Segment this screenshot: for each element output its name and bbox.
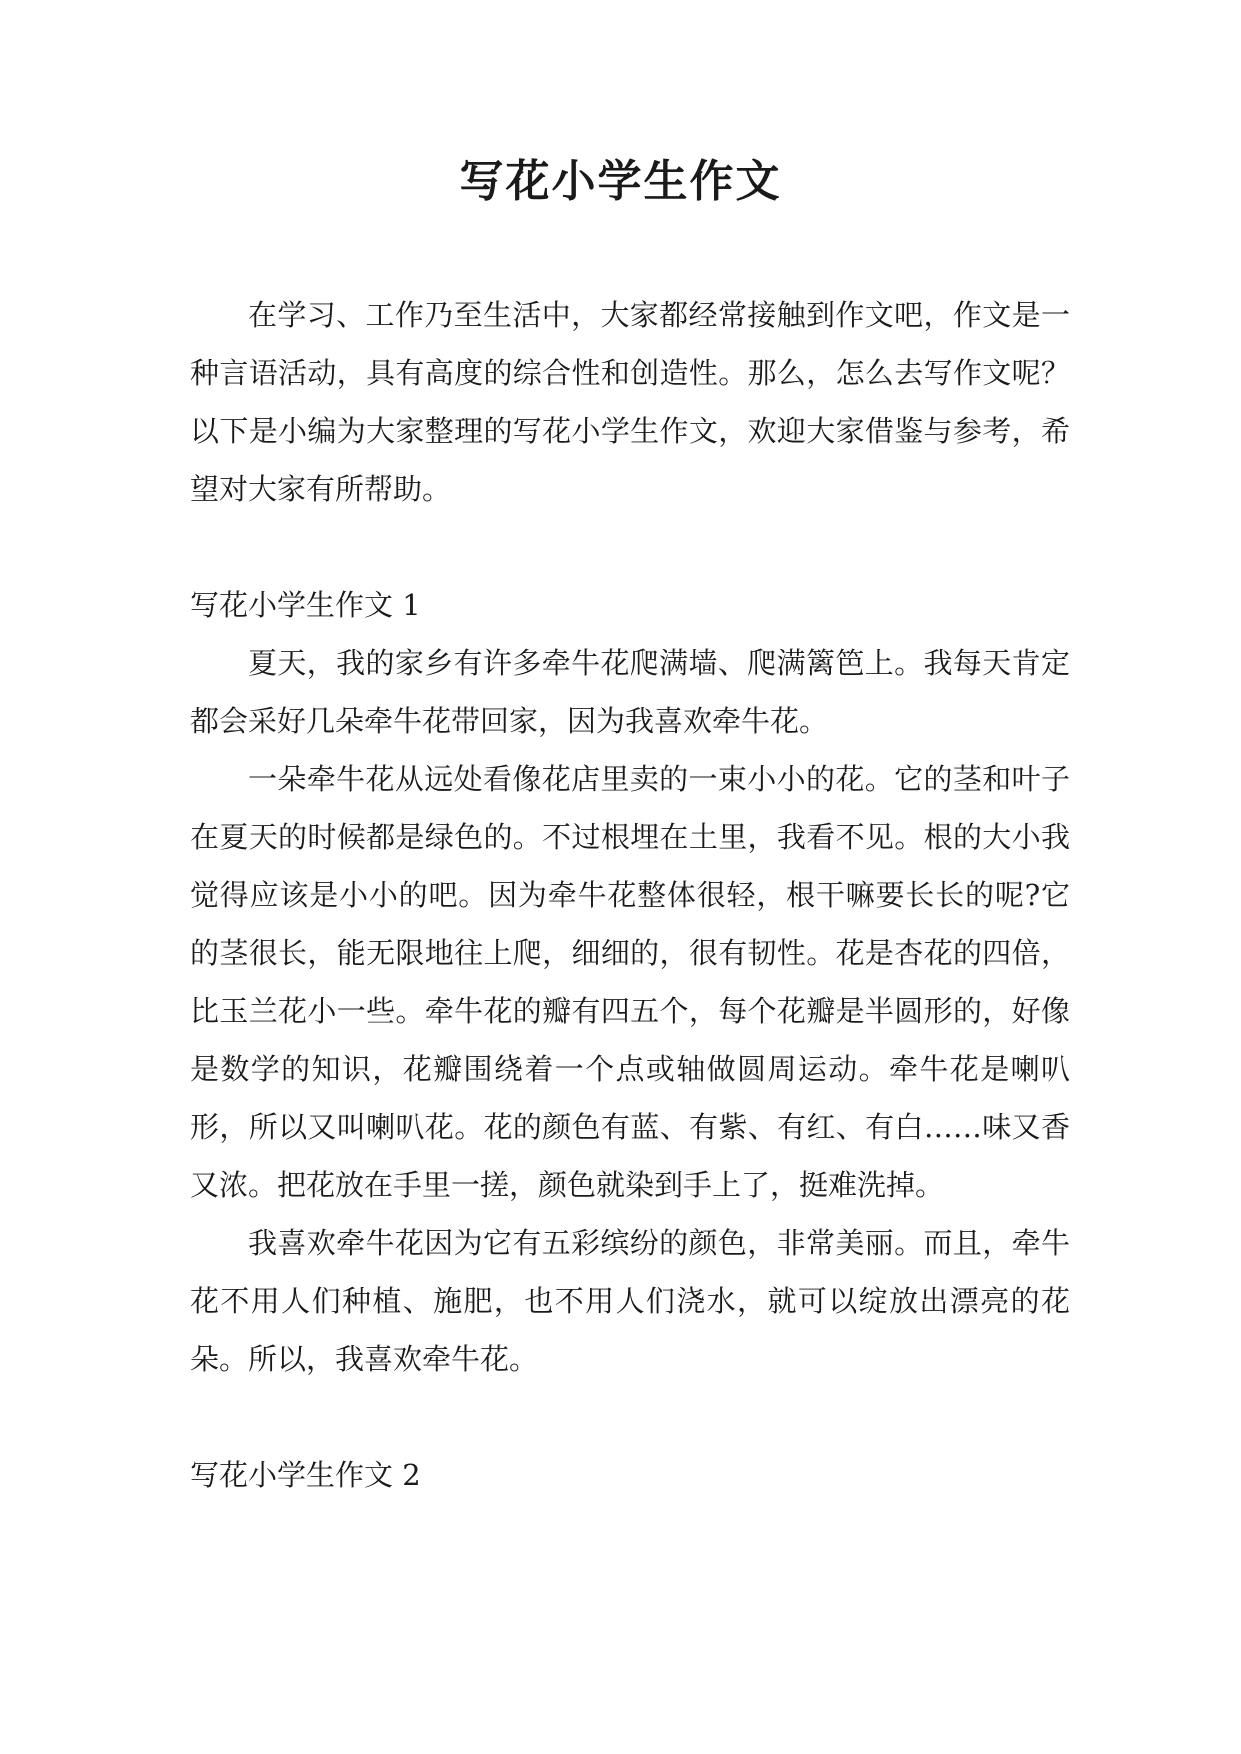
section-2 (190, 1446, 1070, 1504)
section-paragraph: 一朵牵牛花从远处看像花店里卖的一束小小的花。它的茎和叶子在夏天的时候都是绿色的。不过根埋在土里，我看不见。根的大小我觉得应该是小小的吧。因为牵牛花整体很轻，根干嘛要长长的呢?它的茎很长，能无限地往上爬，细细的，很有韧性。花是杏花的四倍，比玉兰花小一些。牵牛花的瓣有四五个，每个花瓣是半圆形的，好像是数学的知识，花瓣围绕着一个点或轴做圆周运动。牵牛花是喇叭形，所以又叫喇叭花。花的颜色有蓝、有紫、有红、有白……味又香又浓。把花放在手里一搓，颜色就染到手上了，挺难洗掉。 (190, 762, 1070, 1202)
section-paragraph: 夏天，我的家乡有许多牵牛花爬满墙、爬满篱笆上。我每天肯定都会采好几朵牵牛花带回家，因为我喜欢牵牛花。 (190, 646, 1070, 738)
document-title: 写花小学生作文 (459, 156, 782, 207)
spacer (190, 518, 1070, 576)
section-heading: 写花小学生作文 2 (190, 1458, 421, 1492)
section-1 (190, 576, 1070, 1388)
spacer (190, 1388, 1070, 1446)
document-body (190, 286, 1070, 1504)
section-heading: 写花小学生作文 1 (190, 588, 421, 622)
section-paragraph: 我喜欢牵牛花因为它有五彩缤纷的颜色，非常美丽。而且，牵牛花不用人们种植、施肥，也不用人们浇水，就可以绽放出漂亮的花朵。所以，我喜欢牵牛花。 (190, 1226, 1070, 1376)
intro-paragraph: 在学习、工作乃至生活中，大家都经常接触到作文吧，作文是一种言语活动，具有高度的综合性和创造性。那么，怎么去写作文呢？以下是小编为大家整理的写花小学生作文，欢迎大家借鉴与参考，希望对大家有所帮助。 (190, 298, 1070, 506)
